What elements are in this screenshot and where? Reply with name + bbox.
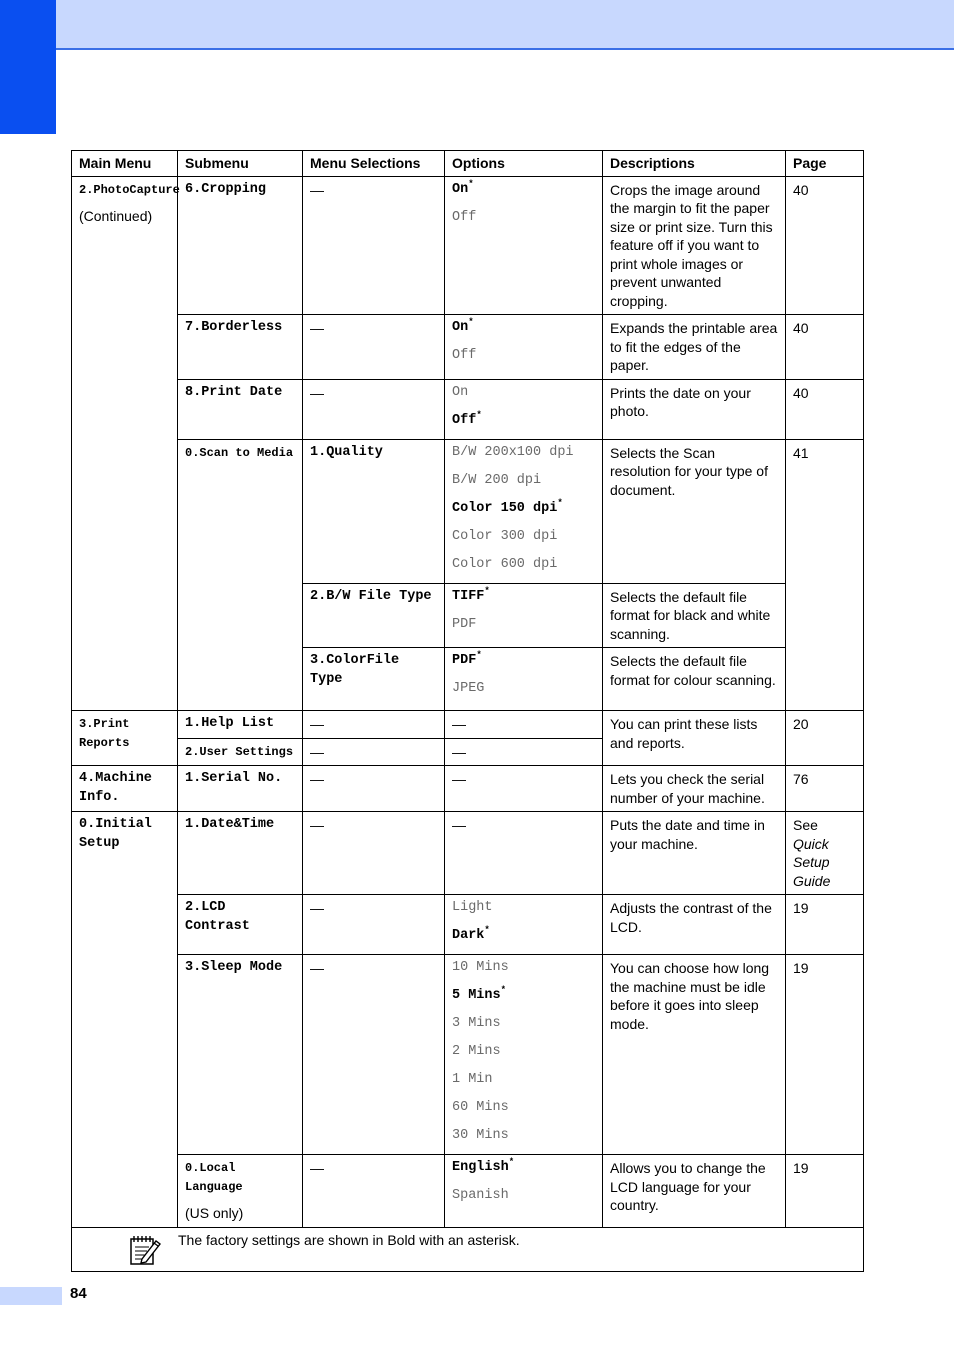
option-default: English: [452, 1160, 509, 1175]
asterisk: *: [476, 409, 482, 420]
footer-bar: [0, 1287, 62, 1305]
selection-dash: —: [303, 812, 445, 895]
table-row: [72, 315, 864, 380]
submenu-serial-no: 1.Serial No.: [178, 766, 303, 812]
table-row: [72, 895, 864, 955]
quick-setup-guide-ref: Quick Setup Guide: [793, 835, 831, 889]
description-borderless: Expands the printable area to fit the edges of the paper.: [603, 315, 786, 380]
options-sleep-mode: [445, 955, 603, 1155]
option: Off: [452, 348, 477, 363]
table-row: [72, 379, 864, 439]
option-default: On: [452, 320, 469, 335]
col-descriptions: Descriptions: [603, 151, 786, 177]
option: Off: [452, 209, 477, 225]
options-print-date: [445, 379, 603, 439]
submenu-lcd-contrast: 2.LCD Contrast: [178, 895, 303, 955]
asterisk: *: [468, 178, 474, 189]
description-reports: You can print these lists and reports.: [603, 711, 786, 766]
options-colorfile-type: [445, 648, 603, 711]
selection-dash: —: [303, 895, 445, 955]
asterisk: *: [500, 985, 507, 995]
options-bw-file-type: [445, 583, 603, 648]
option: Color 300 dpi: [452, 528, 558, 544]
page-date-time: [786, 812, 864, 895]
option: 10 Mins: [452, 960, 509, 975]
chapter-tab: [0, 0, 56, 134]
submenu-scan-to-media: 0.Scan to Media: [178, 439, 303, 711]
submenu-print-date: 8.Print Date: [178, 379, 303, 439]
submenu-help-list: 1.Help List: [178, 711, 303, 739]
selection-dash: —: [303, 176, 445, 315]
options-dash: —: [445, 738, 603, 766]
col-menu-selections: Menu Selections: [303, 151, 445, 177]
page-print-date: 40: [786, 379, 864, 439]
description-quality: Selects the Scan resolution for your type of document.: [603, 439, 786, 583]
submenu-sleep-mode: 3.Sleep Mode: [178, 955, 303, 1155]
description-date-time: Puts the date and time in your machine.: [603, 812, 786, 895]
menu-table: [71, 150, 864, 1272]
continued-label: (Continued): [79, 208, 153, 224]
page-reports: 20: [786, 711, 864, 766]
table-row: [72, 1155, 864, 1228]
option-default: Off: [452, 412, 477, 428]
submenu-local-language: [178, 1155, 303, 1228]
col-main-menu: Main Menu: [72, 151, 178, 177]
option: 30 Mins: [452, 1128, 509, 1143]
main-menu-print-reports: 3.Print Reports: [72, 711, 178, 766]
us-only-note: (US only): [185, 1205, 244, 1221]
submenu-cropping: 6.Cropping: [178, 176, 303, 315]
note-row: [72, 1227, 864, 1271]
option: PDF: [452, 616, 477, 632]
asterisk: *: [557, 497, 563, 508]
main-menu-label: 2.PhotoCapture: [79, 182, 180, 197]
page-serial-no: 76: [786, 766, 864, 812]
description-lcd-contrast: Adjusts the contrast of the LCD.: [603, 895, 786, 955]
option-default: TIFF: [452, 588, 485, 604]
main-menu-machine-info: 4.Machine Info.: [72, 766, 178, 812]
description-local-language: Allows you to change the LCD language for your country.: [603, 1155, 786, 1228]
page-borderless: 40: [786, 315, 864, 380]
options-quality: [445, 439, 603, 583]
description-sleep-mode: You can choose how long the machine must be idle before it goes into sleep mode.: [603, 955, 786, 1155]
option-default: Color 150 dpi: [452, 500, 558, 516]
selection-dash: —: [303, 766, 445, 812]
option: 2 Mins: [452, 1044, 501, 1059]
options-borderless: [445, 315, 603, 380]
options-cropping: [445, 176, 603, 315]
selection-dash: —: [303, 738, 445, 766]
submenu-borderless: 7.Borderless: [178, 315, 303, 380]
option-default: 5 Mins: [452, 988, 501, 1003]
option: B/W 200 dpi: [452, 472, 542, 488]
page-local-language: 19: [786, 1155, 864, 1228]
description-bw-file-type: Selects the default file format for black and white scanning.: [603, 583, 786, 648]
note-pencil-icon: [128, 1232, 162, 1266]
table-row: [72, 955, 864, 1155]
submenu-date-time: 1.Date&Time: [178, 812, 303, 895]
selection-dash: —: [303, 315, 445, 380]
option: 3 Mins: [452, 1016, 501, 1031]
option: JPEG: [452, 681, 485, 696]
options-dash: —: [445, 812, 603, 895]
description-serial-no: Lets you check the serial number of your machine.: [603, 766, 786, 812]
selection-bw-file-type: 2.B/W File Type: [303, 583, 445, 648]
description-colorfile-type: Selects the default file format for colour scanning.: [603, 648, 786, 711]
page-scan: 41: [786, 439, 864, 711]
page-cropping: 40: [786, 176, 864, 315]
selection-quality: 1.Quality: [303, 439, 445, 583]
asterisk: *: [484, 925, 490, 935]
table-row: [72, 812, 864, 895]
page-see: See: [793, 817, 818, 833]
asterisk: *: [476, 650, 482, 660]
selection-colorfile-type: 3.ColorFile Type: [303, 648, 445, 711]
note-text: The factory settings are shown in Bold with an asterisk.: [178, 1231, 520, 1248]
description-cropping: Crops the image around the margin to fit the paper size or print size. Turn this feature off if you want to print whole images or prevent unwanted cropping.: [603, 176, 786, 315]
submenu-user-settings: 2.User Settings: [178, 738, 303, 766]
table-header-row: [72, 151, 864, 177]
selection-dash: —: [303, 379, 445, 439]
option-default: Dark: [452, 928, 485, 943]
selection-dash: —: [303, 955, 445, 1155]
options-dash: —: [445, 711, 603, 739]
col-page: Page: [786, 151, 864, 177]
option-default: PDF: [452, 653, 477, 668]
page-number: 84: [70, 1285, 87, 1302]
page-sleep-mode: 19: [786, 955, 864, 1155]
options-dash: —: [445, 766, 603, 812]
option: B/W 200x100 dpi: [452, 444, 574, 460]
asterisk: *: [468, 317, 474, 327]
page-lcd-contrast: 19: [786, 895, 864, 955]
option: Color 600 dpi: [452, 556, 558, 572]
col-submenu: Submenu: [178, 151, 303, 177]
asterisk: *: [508, 1157, 515, 1167]
selection-dash: —: [303, 711, 445, 739]
table-row: [72, 439, 864, 583]
option: On: [452, 384, 469, 400]
table-row: [72, 766, 864, 812]
option: 1 Min: [452, 1072, 493, 1087]
option: Spanish: [452, 1188, 509, 1203]
option: 60 Mins: [452, 1100, 509, 1115]
table-row: [72, 176, 864, 315]
asterisk: *: [484, 585, 490, 596]
options-local-language: [445, 1155, 603, 1228]
main-menu-initial-setup: 0.Initial Setup: [72, 812, 178, 1228]
option-default: On: [452, 181, 469, 197]
col-options: Options: [445, 151, 603, 177]
main-menu-photocapture: [72, 176, 178, 711]
header-band: [56, 0, 954, 50]
description-print-date: Prints the date on your photo.: [603, 379, 786, 439]
submenu-label: 0.Local Language: [185, 1161, 243, 1194]
selection-dash: —: [303, 1155, 445, 1228]
table-row: [72, 711, 864, 739]
note-cell: [72, 1227, 864, 1271]
option: Light: [452, 900, 493, 915]
options-lcd-contrast: [445, 895, 603, 955]
